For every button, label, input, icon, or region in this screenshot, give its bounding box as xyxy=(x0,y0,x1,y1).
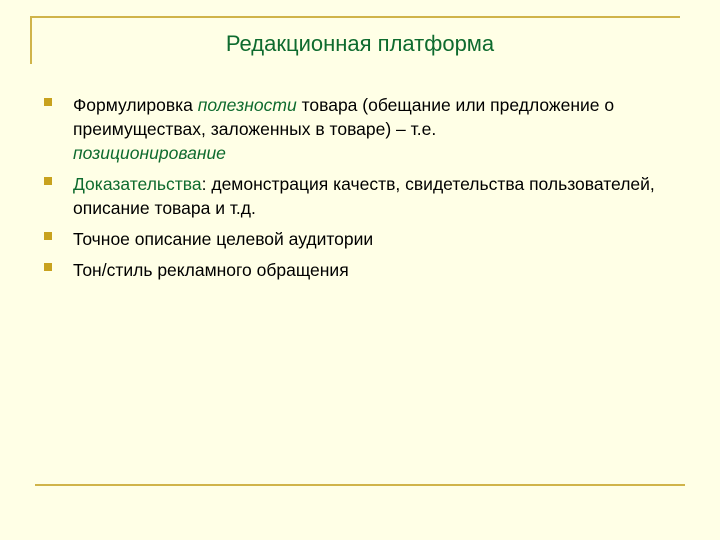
bullet-item-audience xyxy=(44,227,684,251)
positioning-term: позиционирование xyxy=(73,143,226,163)
square-bullet-icon xyxy=(44,232,52,240)
usefulness-term: полезности xyxy=(197,95,297,115)
bullet-item-evidence xyxy=(44,172,684,220)
bullet-text: : демонстрация качеств, свидетельства пользователей, описание товара и т.д. xyxy=(73,174,655,218)
square-bullet-icon xyxy=(44,177,52,185)
square-bullet-icon xyxy=(44,98,52,106)
slide-title: Редакционная платформа xyxy=(225,31,495,56)
evidence-term: Доказательства xyxy=(73,174,202,194)
bottom-rule xyxy=(35,484,685,486)
bullet-text: Точное описание целевой аудитории xyxy=(73,229,374,249)
bullet-item-usefulness xyxy=(44,93,684,165)
bullet-item-tone xyxy=(44,258,684,282)
bullet-list xyxy=(44,93,684,289)
bullet-text: товара (обещание или предложение о преимуществах, заложенных в товаре) – т.е. xyxy=(73,95,615,139)
square-bullet-icon xyxy=(44,263,52,271)
bullet-text: Формулировка xyxy=(73,95,198,115)
bullet-text: Тон/стиль рекламного обращения xyxy=(73,260,349,280)
